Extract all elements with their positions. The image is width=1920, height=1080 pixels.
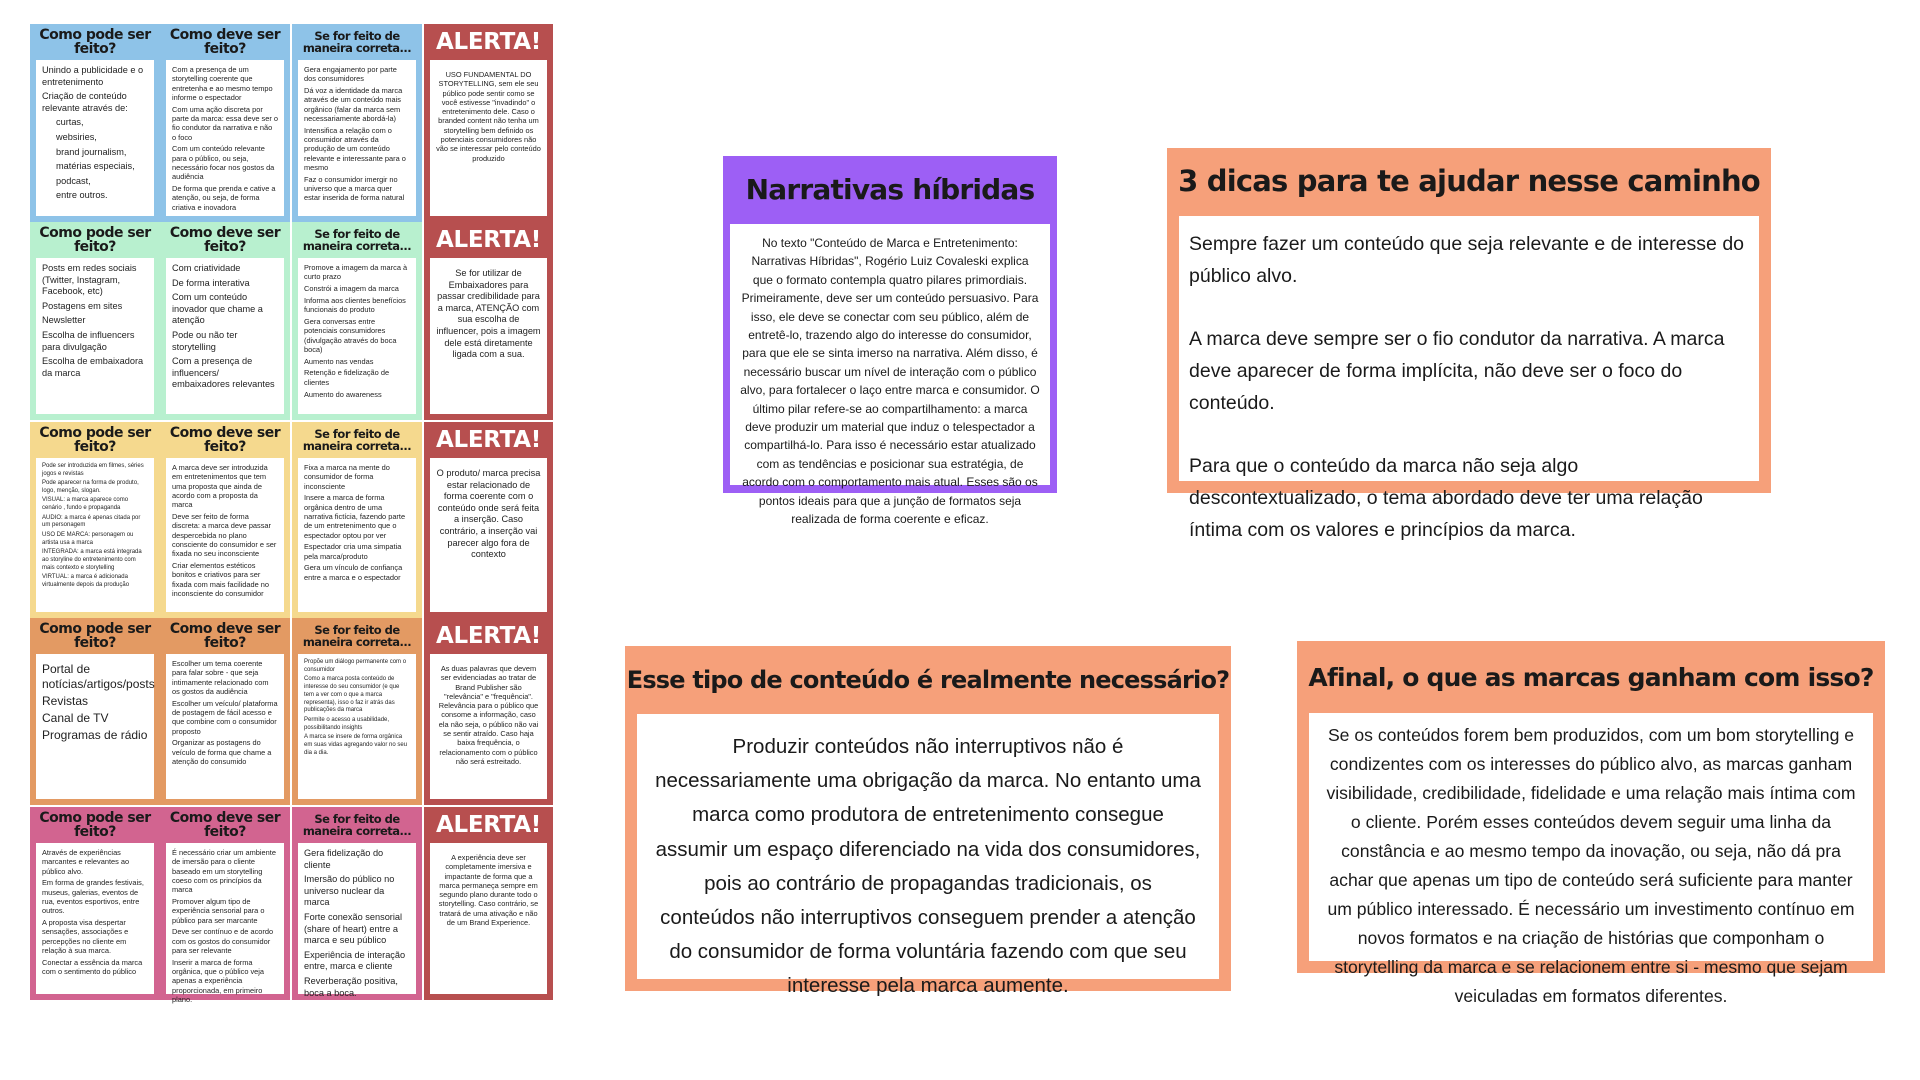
card-text: No texto "Conteúdo de Marca e Entretenimento: Narrativas Híbridas", Rogério Luiz Covaleski explica que o formato contempla quatro pilares primordiais. Primeiramente, deve ser um conteúdo persuasivo. Para isso, ele deve se conectar com seu público, além de entretê-lo, trazendo algo do interesse do consumidor, para que ele se sinta imerso na narrativa. Além disso, é necessário buscar um nível de interação com o público alvo, para fortalecer o laço entre marca e consumidor. O último pilar refere-se ao compartilhamento: a marca deve produzir um material que induz o telespectador a compartilhá-lo. Para isso é necessário estar atualizado com as tendências e posicionar sua estratégia, de acordo com o comportamento mais atual. Esses são os pontos ideais para que a junção de formatos seja realizada de forma coerente e eficaz. [740, 236, 1040, 527]
cell-line: Com um conteúdo inovador que chame a atenção [172, 292, 263, 326]
card-3-dicas [1167, 148, 1771, 541]
grid-cell-como-deve [160, 807, 290, 1004]
alert-heading: ALERTA! [436, 427, 541, 453]
cell-heading: Se for feito de maneira correta... [302, 623, 412, 649]
cell-body [36, 654, 154, 799]
cell-line: Fixa a marca na mente do consumidor de forma inconsciente [304, 463, 390, 491]
cell-heading: Se for feito de maneira correta... [302, 29, 412, 55]
cell-heading: Como deve ser feito? [169, 810, 281, 840]
cell-body [298, 60, 416, 216]
cell-line: Retenção e fidelização de clientes [304, 368, 390, 387]
cell-line: Propõe um diálogo permanente com o consumidor [304, 659, 407, 673]
cell-line: Deve ser contínuo e de acordo com os gostos do consumidor para ser relevante [172, 927, 274, 955]
cell-line: De forma interativa [172, 277, 250, 288]
cell-line: Como a marca posta conteúdo de interesse do seu consumidor (e que tem a ver com o que a marca representa), isso o faz ir atrás das publicações da marca [304, 676, 400, 714]
cell-line: Gera um vínculo de confiança entre a marca e o espectador [304, 563, 403, 582]
alert-heading: ALERTA! [436, 812, 541, 838]
cell-body [166, 258, 284, 414]
cell-body [430, 60, 547, 216]
grid-cell-se-for-feito [292, 618, 422, 805]
cell-line: Promover algum tipo de experiência sensorial para o público para ser marcante [172, 896, 265, 925]
cell-line: Promove a imagem da marca à curto prazo [304, 263, 408, 282]
alert-heading: ALERTA! [436, 623, 541, 649]
grid-cell-como-deve [160, 618, 290, 805]
cell-body [36, 843, 154, 994]
cell-line: Escolher um veículo/ plataforma de postagem de fácil acesso e que combine com o consumidor proposto [172, 698, 278, 736]
cell-line: Inserir a marca de forma orgânica, que o público veja apenas a experiência proporcionada, em primeiro plano. [172, 957, 265, 1004]
card-conteudo-necessario [625, 646, 1231, 998]
cell-body [298, 258, 416, 414]
cell-heading: Como deve ser feito? [169, 225, 281, 255]
grid-cell-alerta [424, 618, 553, 805]
cell-line: Criar elementos estéticos bonitos e criativos para ser fixada com mais facilidade no inconsciente do consumidor [172, 560, 269, 598]
cell-line: Com uma ação discreta por parte da marca: essa deve ser o fio condutor da narrativa e não o foco [172, 104, 278, 142]
cell-body [36, 458, 154, 612]
cell-heading: Se for feito de maneira correta... [302, 812, 412, 838]
cell-line: VIRTUAL: a marca é adicionada virtualmente depois da produção [42, 573, 130, 588]
cell-line: A proposta visa despertar sensações, associações e percepções no cliente em relação à sua marca. [42, 918, 129, 955]
cell-heading: Se for feito de maneira correta... [302, 227, 412, 253]
cell-line: Unindo a publicidade e o entretenimento [42, 65, 144, 87]
cell-line: USO DE MARCA: personagem ou artista usa a marca [42, 531, 134, 546]
cell-body [166, 458, 284, 612]
cell-heading: Como pode ser feito? [39, 425, 151, 455]
cell-line: Aumento nas vendas [304, 356, 374, 366]
card-narrativas-hibridas [723, 156, 1057, 527]
cell-line: podcast, [56, 175, 91, 186]
cell-line: As duas palavras que devem ser evidenciadas ao tratar de Brand Publisher são "relevância" e "frequência". Relevância para o público que consome a informação, caso ela não seja, o público não vai se sentir atraído. Caso haja baixa frequência, o relacionamento com o público não será estreitado. [438, 664, 539, 766]
card-text: Se os conteúdos forem bem produzidos, com um bom storytelling e condizentes com os interesses do público alvo, as marcas ganham visibilidade, credibilidade, fidelidade e uma relação mais íntima com o cliente. Porém esses conteúdos devem seguir uma linha da constância e ao mesmo tempo da inovação, ou seja, não dá pra achar que apenas um tipo de conteúdo será suficiente para manter um público interessado. É necessário um investimento contínuo em novos formatos e na criação de histórias que componham o storytelling da marca e se relacionem entre si - mesmo que sejam veiculadas em formatos diferentes. [1326, 725, 1856, 1006]
grid-cell-como-pode [30, 618, 160, 805]
cell-line: Gera engajamento por parte dos consumidores [304, 65, 397, 84]
cell-body [430, 843, 547, 994]
tip-3: Para que o conteúdo da marca não seja algo descontextualizado, o tema abordado deve ter uma relação íntima com os valores e princípios da marca. [1189, 455, 1703, 541]
branded-content-grid [30, 24, 553, 1004]
cell-line: Imersão do público no universo nuclear da marca [304, 874, 395, 908]
cell-line: Em forma de grandes festivais, museus, galerias, eventos de rua, eventos esportivos, entre outros. [42, 878, 144, 916]
alert-heading: ALERTA! [436, 29, 541, 55]
cell-line: Reverberação positiva, boca a boca. [304, 975, 398, 998]
cell-line: matérias especiais, [56, 161, 135, 172]
cell-line: Criação de conteúdo relevante através de: [42, 91, 128, 113]
cell-line: USO FUNDAMENTAL DO STORYTELLING, sem ele seu público pode sentir como se você estivesse "invadindo" o entretenimento dele. Caso o branded content não tenha um storytelling bem definido os potenciais consumidores não vão se interessar pelo conteúdo produzido [436, 70, 541, 163]
cell-line: Através de experiências marcantes e relevantes ao público alvo. [42, 848, 130, 876]
grid-cell-alerta [424, 807, 553, 1000]
grid-cell-se-for-feito [292, 422, 422, 618]
cell-line: Pode aparecer na forma de produto, logo, menção, slogan. [42, 480, 139, 494]
cell-line: A marca se insere de forma orgânica em suas vidas agregando valor no seu dia a dia. [304, 733, 408, 756]
cell-heading: Se for feito de maneira correta... [302, 427, 412, 453]
cell-line: Experiência de interação entre, marca e cliente [304, 949, 406, 972]
cell-body [166, 654, 284, 799]
cell-line: Programas de rádio [42, 727, 148, 742]
cell-line: brand journalism, [56, 146, 127, 157]
cell-body [430, 458, 547, 612]
grid-cell-se-for-feito [292, 222, 422, 420]
cell-line: Com a presença de um storytelling coerente que entretenha e ao mesmo tempo informe o espectador [172, 65, 273, 102]
grid-cell-alerta [424, 222, 553, 420]
cell-line: O produto/ marca precisa estar relacionado de forma coerente com o conteúdo onde será feita a inserção. Caso contrário, a inserção vai parecer algo fora de contexto [436, 468, 541, 560]
cell-line: Escolha de influencers para divulgação [42, 329, 135, 352]
cell-body [166, 60, 284, 216]
cell-line: INTEGRADA: a marca está integrada ao storyline do entretenimento com mais contexto e storytelling [42, 548, 142, 571]
cell-line: Faz o consumidor imergir no universo que a marca quer estar inserida de forma natural [304, 174, 405, 203]
cell-line: Permite o acesso a usabilidade, possibilitando insights [304, 716, 390, 731]
tip-2: A marca deve sempre ser o fio condutor da narrativa. A marca deve aparecer de forma implícita, não deve ser o foco do conteúdo. [1189, 328, 1725, 414]
grid-cell-alerta [424, 422, 553, 618]
cell-heading: Como deve ser feito? [169, 621, 281, 651]
grid-cell-como-pode [30, 24, 160, 222]
cell-line: Informa aos clientes benefícios funcionais do produto [304, 295, 406, 315]
cell-heading: Como pode ser feito? [39, 27, 151, 57]
cell-line: Dá voz a identidade da marca através de um conteúdo mais orgânico (falar da marca sem necessariamente abordá-la) [304, 86, 403, 123]
cell-line: Revistas [42, 693, 89, 708]
grid-cell-como-deve [160, 222, 290, 420]
cell-body [36, 258, 154, 414]
card-text: Produzir conteúdos não interruptivos não é necessariamente uma obrigação da marca. No entanto uma marca como produtora de entretenimento consegue assumir um espaço diferenciado na vida dos consumidores, pois ao contrário de propagandas tradicionais, os conteúdos não interruptivos conseguem prender a atenção do consumidor de forma voluntária fazendo com que seu interesse pela marca aumente. [655, 735, 1201, 998]
cell-body [430, 654, 547, 799]
cell-line: Organizar as postagens do veículo de forma que chame a atenção do consumido [172, 738, 272, 766]
cell-line: Intensifica a relação com o consumidor através da produção de um conteúdo relevante e interessante para o mesmo [304, 125, 406, 172]
cell-line: Com a presença de influencers/ embaixadores relevantes [172, 356, 275, 390]
grid-cell-como-deve [160, 24, 290, 222]
cell-line: AUDIO: a marca é apenas citada por um personagem [42, 514, 141, 529]
cell-line: A experiência deve ser completamente imersiva e impactante de forma que a marca permaneça sempre em segundo plano durante todo o storytelling. Caso contrário, se tratará de uma ativação e não de um Brand Experience. [438, 853, 539, 928]
alert-heading: ALERTA! [436, 227, 541, 253]
cell-line: Escolha de embaixadora da marca [42, 356, 144, 378]
cell-heading: Como pode ser feito? [39, 621, 151, 651]
cell-line: Pode ou não ter storytelling [172, 329, 238, 352]
cell-line: Portal de notícias/artigos/posts [42, 662, 155, 691]
card-title: 3 dicas para te ajudar nesse caminho [1178, 164, 1760, 198]
grid-cell-alerta [424, 24, 553, 222]
cell-line: Conectar a essência da marca com o sentimento do público [42, 957, 143, 977]
cell-line: É necessário criar um ambiente de imersão para o cliente baseado em um storytelling coeso com os princípios da marca [172, 848, 276, 895]
cell-line: Deve ser feito de forma discreta: a marca deve passar despercebida no plano consciente do consumidor e ser fixada no seu inconsciente [172, 511, 277, 559]
cell-line: Pode ser introduzida em filmes, séries jogos e revistas [42, 463, 144, 477]
cell-line: curtas, [56, 117, 84, 128]
cell-line: Canal de TV [42, 710, 109, 725]
card-marcas-ganham [1297, 641, 1885, 1006]
card-title: Esse tipo de conteúdo é realmente necessário? [626, 666, 1230, 694]
cell-line: Se for utilizar de Embaixadores para passar credibilidade para a marca, ATENÇÃO com sua escolha de influencer, pois a imagem dele está diretamente ligada com a sua. [436, 268, 541, 360]
cell-line: Posts em redes sociais (Twitter, Instagram, Facebook, etc) [42, 263, 137, 297]
cell-body [298, 843, 416, 998]
cell-line: Constrói a imagem da marca [304, 284, 399, 294]
cell-body [36, 60, 154, 216]
card-title: Afinal, o que as marcas ganham com isso? [1308, 662, 1874, 692]
card-body [730, 224, 1050, 527]
cell-heading: Como pode ser feito? [39, 810, 151, 840]
card-body [637, 714, 1219, 998]
cell-body [298, 458, 416, 612]
cell-line: Forte conexão sensorial (share of heart) entre a marca e seu público [304, 911, 403, 946]
cell-line: VISUAL: a marca aparece como cenário , fundo e propaganda [42, 497, 129, 512]
cell-line: Com um conteúdo relevante para o público, ou seja, necessário focar nos gostos da audiência [172, 144, 275, 182]
cell-heading: Como deve ser feito? [169, 425, 281, 455]
grid-cell-se-for-feito [292, 807, 422, 1000]
cell-body [430, 258, 547, 414]
cell-body [166, 843, 284, 1004]
grid-cell-como-pode [30, 422, 160, 618]
cell-line: websiries, [56, 131, 97, 142]
grid-cell-como-deve [160, 422, 290, 618]
cell-line: Newsletter [42, 315, 86, 326]
cell-line: Espectador cria uma simpatia pela marca/produto [304, 542, 402, 561]
cell-heading: Como pode ser feito? [39, 225, 151, 255]
grid-cell-se-for-feito [292, 24, 422, 222]
cell-line: Com criatividade [172, 263, 241, 273]
cell-line: Escolher um tema coerente para falar sobre - que seja intimamente relacionado com os gostos da audiência [172, 659, 269, 696]
card-body [1309, 713, 1873, 1006]
grid-cell-como-pode [30, 807, 160, 1000]
card-body [1179, 216, 1759, 541]
cell-line: A marca deve ser introduzida em entretenimentos que tem uma proposta que ainda de acordo com a proposta da marca [172, 463, 268, 510]
cell-line: entre outros. [56, 190, 108, 201]
cell-body [298, 654, 416, 799]
cell-line: Insere a marca de forma orgânica dentro de uma narrativa fictícia, fazendo parte de um entretenimento que o espectador optou por ver [304, 493, 406, 540]
cell-line: Gera conversas entre potenciais consumidores (divulgação através do boca boca) [304, 316, 397, 354]
tip-1: Sempre fazer um conteúdo que seja relevante e de interesse do público alvo. [1189, 233, 1745, 287]
cell-line: Gera fidelização do cliente [304, 848, 384, 870]
card-title: Narrativas híbridas [745, 172, 1035, 206]
cell-line: De forma que prenda e cative a atenção, ou seja, de forma criativa e inovadora [172, 184, 276, 212]
cell-line: Postagens em sites [42, 300, 123, 311]
grid-cell-como-pode [30, 222, 160, 420]
cell-heading: Como deve ser feito? [169, 27, 281, 57]
cell-line: Aumento do awareness [304, 389, 382, 399]
